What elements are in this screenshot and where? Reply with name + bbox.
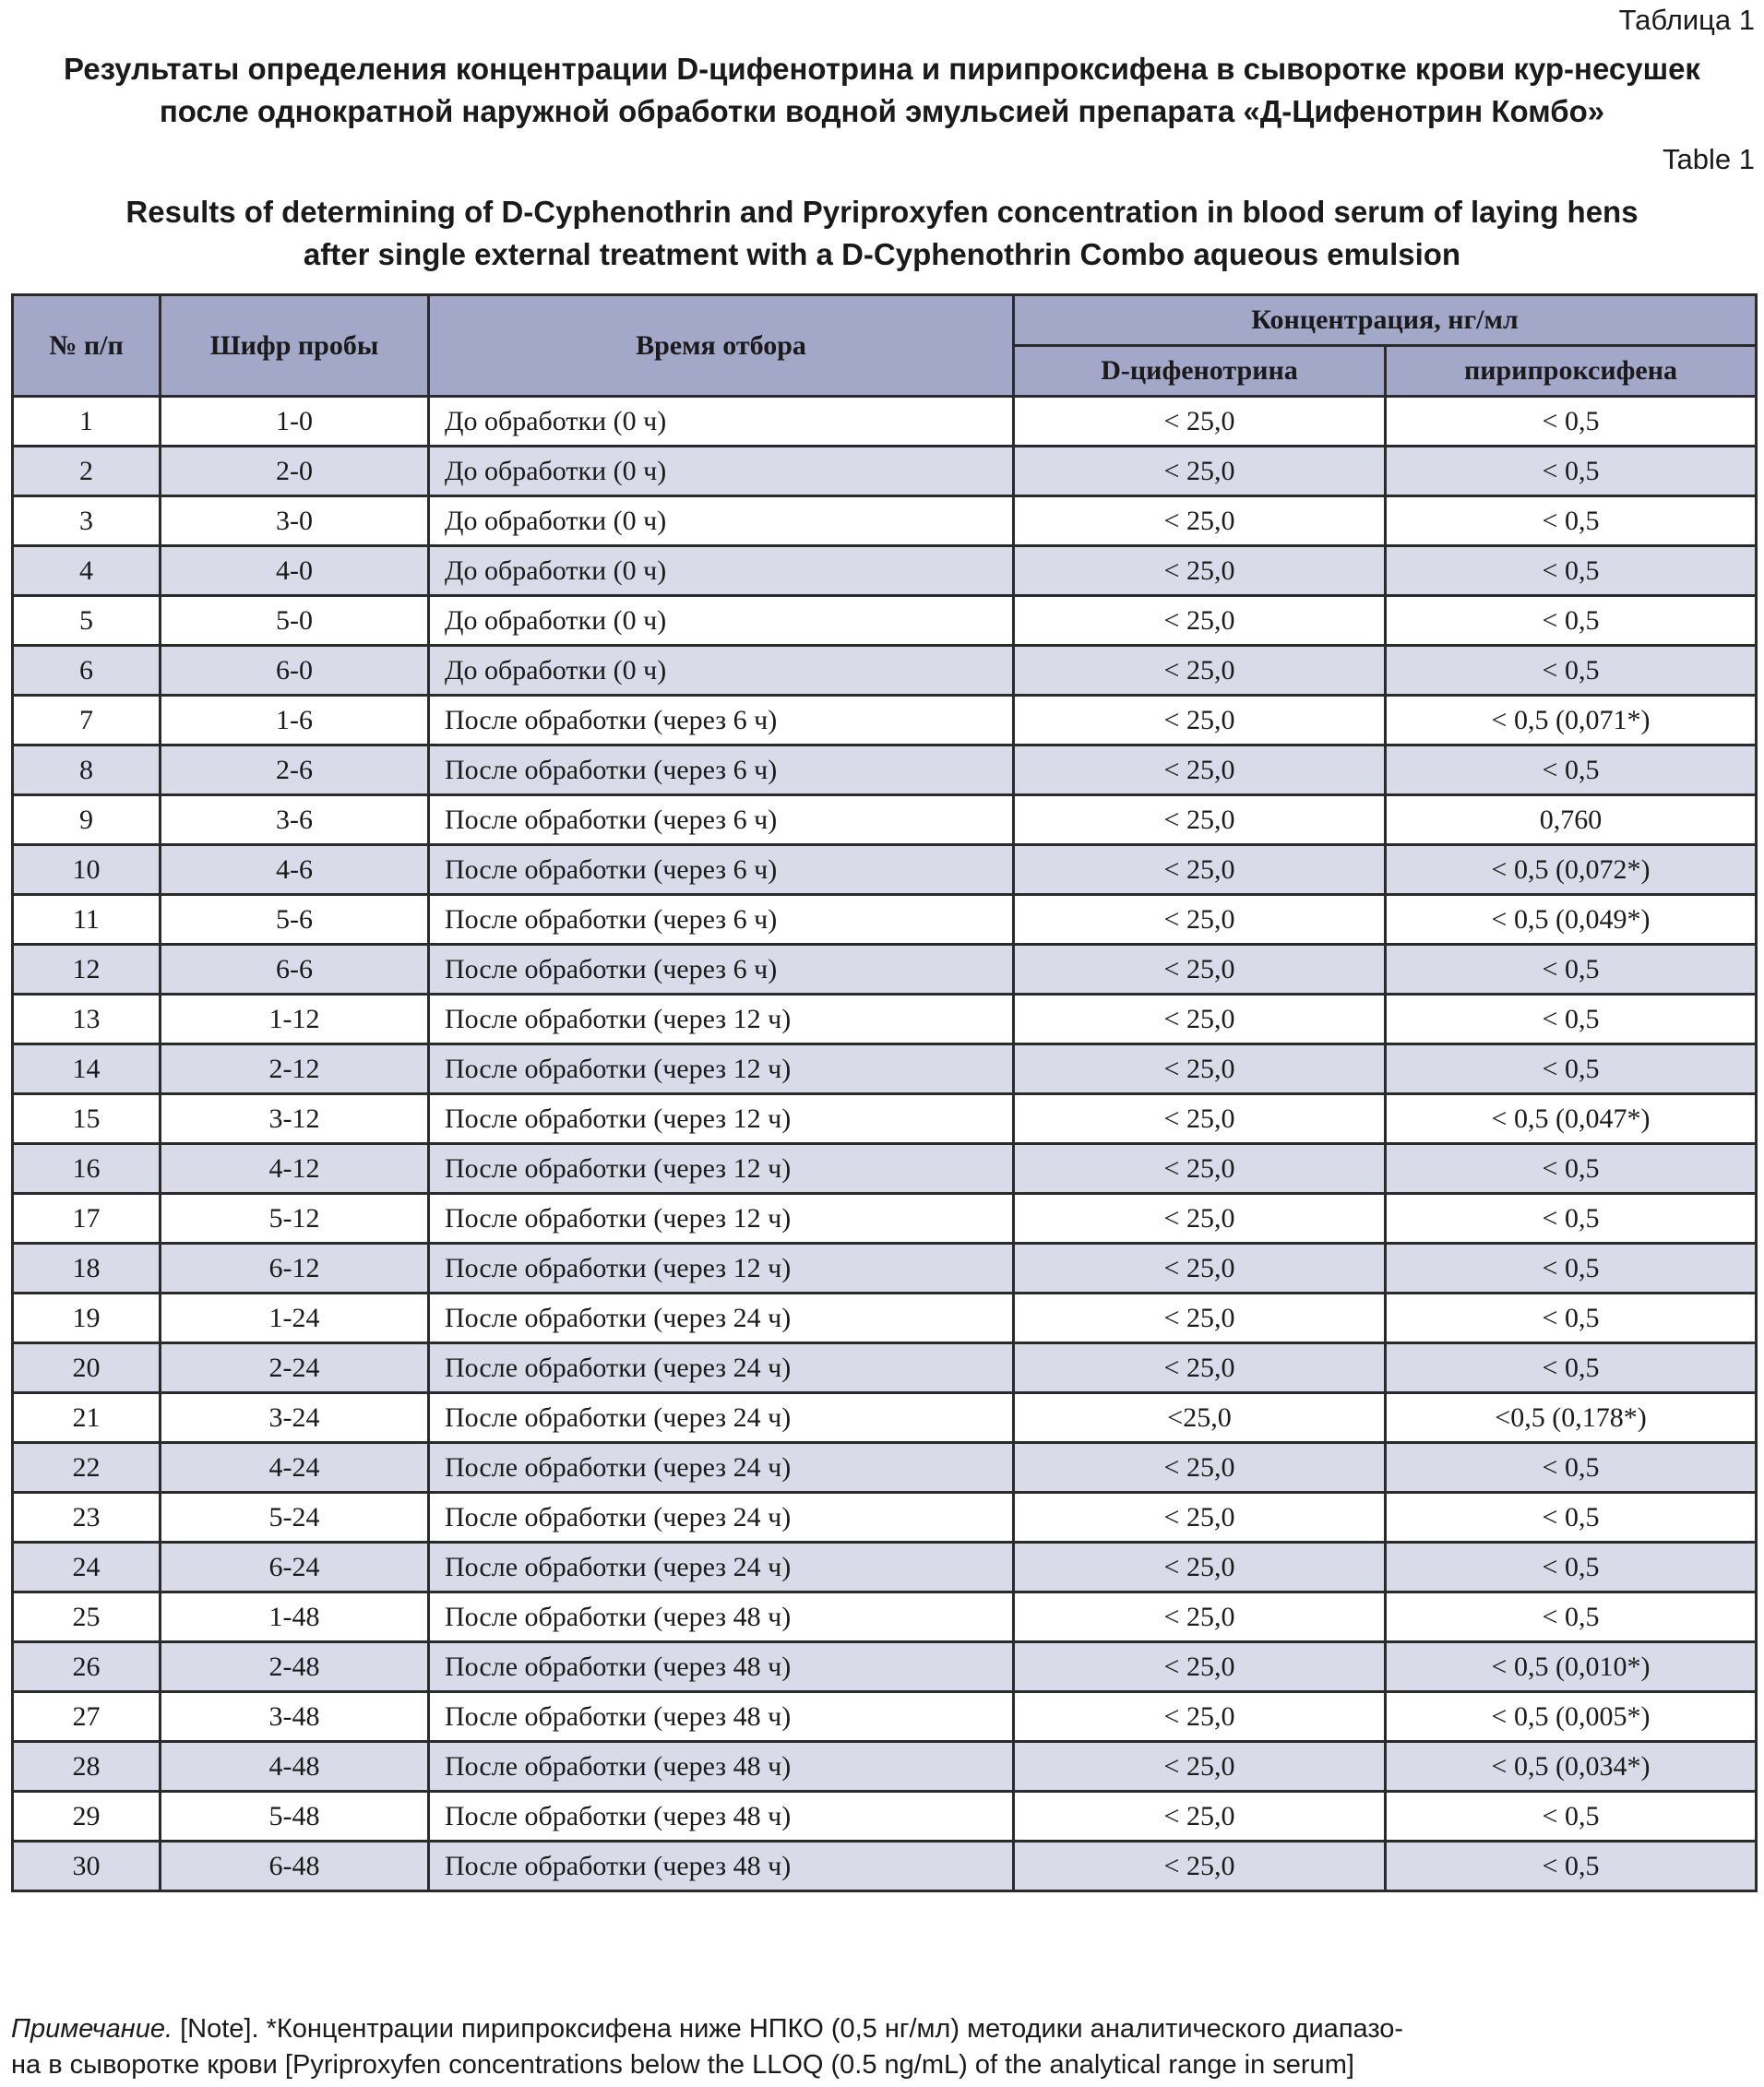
cell-time: После обработки (через 24 ч) xyxy=(429,1294,1014,1343)
cell-code: 4-12 xyxy=(161,1144,429,1194)
table-row xyxy=(13,1194,1757,1244)
cell-pyriproxyfen: < 0,5 xyxy=(1386,1443,1757,1493)
cell-dcyphenothrin: < 25,0 xyxy=(1014,895,1386,945)
table-label-ru: Таблица 1 xyxy=(1618,4,1755,36)
cell-code: 2-0 xyxy=(161,447,429,496)
cell-pyriproxyfen: < 0,5 xyxy=(1386,1792,1757,1842)
cell-num: 11 xyxy=(13,895,161,945)
cell-dcyphenothrin: < 25,0 xyxy=(1014,447,1386,496)
table-row xyxy=(13,1742,1757,1792)
table-title-en-line2: after single external treatment with a D-Cyphenothrin Combo aqueous emulsion xyxy=(303,237,1461,271)
table-row xyxy=(13,1842,1757,1891)
table-row xyxy=(13,1393,1757,1443)
cell-time: После обработки (через 24 ч) xyxy=(429,1543,1014,1592)
table-row xyxy=(13,546,1757,596)
cell-time: После обработки (через 6 ч) xyxy=(429,845,1014,895)
cell-dcyphenothrin: < 25,0 xyxy=(1014,646,1386,696)
cell-pyriproxyfen: < 0,5 xyxy=(1386,745,1757,795)
table-row xyxy=(13,1792,1757,1842)
cell-time: До обработки (0 ч) xyxy=(429,496,1014,546)
cell-dcyphenothrin: < 25,0 xyxy=(1014,1244,1386,1294)
cell-pyriproxyfen: < 0,5 (0,034*) xyxy=(1386,1742,1757,1792)
cell-time: После обработки (через 12 ч) xyxy=(429,1144,1014,1194)
header-pyriproxyfen: пирипроксифена xyxy=(1386,346,1757,397)
table-title-ru xyxy=(0,48,1764,133)
cell-num: 21 xyxy=(13,1393,161,1443)
cell-dcyphenothrin: < 25,0 xyxy=(1014,1144,1386,1194)
cell-dcyphenothrin: < 25,0 xyxy=(1014,1044,1386,1094)
cell-pyriproxyfen: < 0,5 (0,071*) xyxy=(1386,696,1757,745)
cell-dcyphenothrin: < 25,0 xyxy=(1014,496,1386,546)
cell-code: 1-48 xyxy=(161,1592,429,1642)
table-row xyxy=(13,596,1757,646)
cell-pyriproxyfen: < 0,5 xyxy=(1386,945,1757,995)
cell-code: 6-24 xyxy=(161,1543,429,1592)
cell-dcyphenothrin: < 25,0 xyxy=(1014,1742,1386,1792)
cell-pyriproxyfen: 0,760 xyxy=(1386,795,1757,845)
table-title-ru-line2: после однократной наружной обработки водной эмульсией препарата «Д-Цифенотрин Комбо» xyxy=(159,94,1605,128)
cell-pyriproxyfen: < 0,5 xyxy=(1386,1493,1757,1543)
cell-time: После обработки (через 48 ч) xyxy=(429,1692,1014,1742)
cell-code: 1-0 xyxy=(161,397,429,447)
table-row xyxy=(13,1592,1757,1642)
cell-dcyphenothrin: < 25,0 xyxy=(1014,397,1386,447)
cell-pyriproxyfen: < 0,5 (0,049*) xyxy=(1386,895,1757,945)
cell-num: 22 xyxy=(13,1443,161,1493)
cell-num: 7 xyxy=(13,696,161,745)
table-row xyxy=(13,646,1757,696)
cell-num: 24 xyxy=(13,1543,161,1592)
table-row xyxy=(13,945,1757,995)
cell-pyriproxyfen: < 0,5 xyxy=(1386,646,1757,696)
cell-pyriproxyfen: < 0,5 xyxy=(1386,995,1757,1044)
cell-pyriproxyfen: < 0,5 xyxy=(1386,1044,1757,1094)
cell-num: 13 xyxy=(13,995,161,1044)
table-row xyxy=(13,1044,1757,1094)
table-row xyxy=(13,1343,1757,1393)
cell-pyriproxyfen: < 0,5 xyxy=(1386,1244,1757,1294)
table-header xyxy=(13,295,1757,397)
cell-pyriproxyfen: < 0,5 xyxy=(1386,496,1757,546)
cell-num: 2 xyxy=(13,447,161,496)
cell-code: 3-12 xyxy=(161,1094,429,1144)
cell-time: После обработки (через 6 ч) xyxy=(429,945,1014,995)
table-row xyxy=(13,1294,1757,1343)
note-text-1: [Note]. *Концентрации пирипроксифена ниже НПКО (0,5 нг/мл) методики аналитического диапазо- xyxy=(173,2014,1404,2044)
results-table xyxy=(11,293,1758,1892)
cell-num: 4 xyxy=(13,546,161,596)
cell-num: 17 xyxy=(13,1194,161,1244)
cell-dcyphenothrin: < 25,0 xyxy=(1014,1792,1386,1842)
header-dcyphenothrin: D-цифенотрина xyxy=(1014,346,1386,397)
cell-time: После обработки (через 6 ч) xyxy=(429,696,1014,745)
cell-num: 12 xyxy=(13,945,161,995)
cell-num: 10 xyxy=(13,845,161,895)
cell-code: 4-6 xyxy=(161,845,429,895)
cell-time: После обработки (через 24 ч) xyxy=(429,1343,1014,1393)
note-line1 xyxy=(11,2011,1755,2047)
cell-num: 19 xyxy=(13,1294,161,1343)
cell-time: После обработки (через 24 ч) xyxy=(429,1393,1014,1443)
cell-dcyphenothrin: < 25,0 xyxy=(1014,1842,1386,1891)
header-concentration: Концентрация, нг/мл xyxy=(1014,295,1757,346)
table-row xyxy=(13,447,1757,496)
cell-time: До обработки (0 ч) xyxy=(429,447,1014,496)
cell-code: 1-24 xyxy=(161,1294,429,1343)
cell-time: После обработки (через 12 ч) xyxy=(429,1244,1014,1294)
cell-code: 6-0 xyxy=(161,646,429,696)
cell-dcyphenothrin: < 25,0 xyxy=(1014,945,1386,995)
cell-num: 20 xyxy=(13,1343,161,1393)
cell-dcyphenothrin: < 25,0 xyxy=(1014,795,1386,845)
cell-pyriproxyfen: < 0,5 (0,047*) xyxy=(1386,1094,1757,1144)
table-row xyxy=(13,895,1757,945)
table-row xyxy=(13,1543,1757,1592)
cell-pyriproxyfen: < 0,5 xyxy=(1386,1842,1757,1891)
cell-num: 29 xyxy=(13,1792,161,1842)
cell-time: После обработки (через 6 ч) xyxy=(429,895,1014,945)
cell-time: После обработки (через 12 ч) xyxy=(429,995,1014,1044)
cell-time: После обработки (через 24 ч) xyxy=(429,1443,1014,1493)
table-row xyxy=(13,745,1757,795)
cell-dcyphenothrin: < 25,0 xyxy=(1014,696,1386,745)
cell-pyriproxyfen: <0,5 (0,178*) xyxy=(1386,1393,1757,1443)
cell-time: После обработки (через 48 ч) xyxy=(429,1642,1014,1692)
cell-num: 30 xyxy=(13,1842,161,1891)
cell-num: 6 xyxy=(13,646,161,696)
cell-num: 28 xyxy=(13,1742,161,1792)
cell-dcyphenothrin: < 25,0 xyxy=(1014,1642,1386,1692)
table-row xyxy=(13,1493,1757,1543)
cell-time: До обработки (0 ч) xyxy=(429,397,1014,447)
table-row xyxy=(13,1094,1757,1144)
cell-time: После обработки (через 48 ч) xyxy=(429,1792,1014,1842)
cell-dcyphenothrin: < 25,0 xyxy=(1014,995,1386,1044)
cell-dcyphenothrin: < 25,0 xyxy=(1014,1443,1386,1493)
cell-time: После обработки (через 6 ч) xyxy=(429,745,1014,795)
cell-code: 2-48 xyxy=(161,1642,429,1692)
table-row xyxy=(13,1144,1757,1194)
cell-dcyphenothrin: < 25,0 xyxy=(1014,1543,1386,1592)
cell-code: 3-48 xyxy=(161,1692,429,1742)
cell-num: 18 xyxy=(13,1244,161,1294)
cell-code: 1-6 xyxy=(161,696,429,745)
cell-code: 2-24 xyxy=(161,1343,429,1393)
cell-pyriproxyfen: < 0,5 xyxy=(1386,1343,1757,1393)
table-row xyxy=(13,1443,1757,1493)
cell-pyriproxyfen: < 0,5 xyxy=(1386,1294,1757,1343)
cell-time: До обработки (0 ч) xyxy=(429,646,1014,696)
cell-code: 4-48 xyxy=(161,1742,429,1792)
cell-num: 23 xyxy=(13,1493,161,1543)
cell-num: 1 xyxy=(13,397,161,447)
cell-num: 8 xyxy=(13,745,161,795)
note-line2: на в сыворотке крови [Pyriproxyfen concentrations below the LLOQ (0.5 ng/mL) of the analytical range in serum] xyxy=(11,2050,1354,2080)
cell-pyriproxyfen: < 0,5 xyxy=(1386,1144,1757,1194)
cell-pyriproxyfen: < 0,5 xyxy=(1386,1543,1757,1592)
header-num: № п/п xyxy=(13,295,161,397)
cell-time: До обработки (0 ч) xyxy=(429,546,1014,596)
cell-pyriproxyfen: < 0,5 xyxy=(1386,447,1757,496)
note-label: Примечание. xyxy=(11,2014,173,2044)
table-row xyxy=(13,696,1757,745)
cell-code: 6-6 xyxy=(161,945,429,995)
cell-pyriproxyfen: < 0,5 xyxy=(1386,596,1757,646)
cell-num: 9 xyxy=(13,795,161,845)
cell-dcyphenothrin: < 25,0 xyxy=(1014,745,1386,795)
cell-code: 6-48 xyxy=(161,1842,429,1891)
cell-num: 16 xyxy=(13,1144,161,1194)
cell-code: 1-12 xyxy=(161,995,429,1044)
table-row xyxy=(13,1642,1757,1692)
cell-time: После обработки (через 12 ч) xyxy=(429,1094,1014,1144)
cell-pyriproxyfen: < 0,5 xyxy=(1386,1194,1757,1244)
cell-dcyphenothrin: < 25,0 xyxy=(1014,845,1386,895)
cell-dcyphenothrin: < 25,0 xyxy=(1014,1294,1386,1343)
cell-num: 27 xyxy=(13,1692,161,1742)
cell-time: До обработки (0 ч) xyxy=(429,596,1014,646)
cell-code: 3-6 xyxy=(161,795,429,845)
cell-code: 4-0 xyxy=(161,546,429,596)
table-title-en xyxy=(0,191,1764,276)
cell-num: 5 xyxy=(13,596,161,646)
table-note xyxy=(11,2011,1755,2083)
cell-code: 3-24 xyxy=(161,1393,429,1443)
cell-dcyphenothrin: < 25,0 xyxy=(1014,1692,1386,1742)
cell-code: 5-6 xyxy=(161,895,429,945)
cell-code: 4-24 xyxy=(161,1443,429,1493)
cell-num: 25 xyxy=(13,1592,161,1642)
cell-pyriproxyfen: < 0,5 (0,072*) xyxy=(1386,845,1757,895)
cell-num: 14 xyxy=(13,1044,161,1094)
cell-time: После обработки (через 12 ч) xyxy=(429,1194,1014,1244)
cell-code: 5-12 xyxy=(161,1194,429,1244)
table-row xyxy=(13,995,1757,1044)
cell-code: 2-12 xyxy=(161,1044,429,1094)
cell-code: 5-0 xyxy=(161,596,429,646)
table-label-en: Table 1 xyxy=(1663,143,1755,175)
table-title-en-line1: Results of determining of D-Cyphenothrin and Pyriproxyfen concentration in blood serum of laying hens xyxy=(125,195,1639,229)
cell-time: После обработки (через 24 ч) xyxy=(429,1493,1014,1543)
cell-pyriproxyfen: < 0,5 (0,005*) xyxy=(1386,1692,1757,1742)
table-row xyxy=(13,1692,1757,1742)
cell-dcyphenothrin: < 25,0 xyxy=(1014,1194,1386,1244)
cell-time: После обработки (через 48 ч) xyxy=(429,1842,1014,1891)
table-row xyxy=(13,397,1757,447)
cell-code: 3-0 xyxy=(161,496,429,546)
cell-dcyphenothrin: < 25,0 xyxy=(1014,1592,1386,1642)
header-code: Шифр пробы xyxy=(161,295,429,397)
cell-time: После обработки (через 48 ч) xyxy=(429,1592,1014,1642)
table-row xyxy=(13,795,1757,845)
cell-dcyphenothrin: < 25,0 xyxy=(1014,1343,1386,1393)
table-row xyxy=(13,496,1757,546)
cell-dcyphenothrin: < 25,0 xyxy=(1014,1094,1386,1144)
cell-num: 26 xyxy=(13,1642,161,1692)
cell-time: После обработки (через 48 ч) xyxy=(429,1742,1014,1792)
cell-pyriproxyfen: < 0,5 xyxy=(1386,546,1757,596)
cell-code: 5-48 xyxy=(161,1792,429,1842)
cell-pyriproxyfen: < 0,5 xyxy=(1386,1592,1757,1642)
table-body xyxy=(13,397,1757,1891)
cell-pyriproxyfen: < 0,5 xyxy=(1386,397,1757,447)
cell-num: 15 xyxy=(13,1094,161,1144)
table-row xyxy=(13,1244,1757,1294)
cell-dcyphenothrin: < 25,0 xyxy=(1014,1493,1386,1543)
cell-dcyphenothrin: <25,0 xyxy=(1014,1393,1386,1443)
table-title-ru-line1: Результаты определения концентрации D-цифенотрина и пирипроксифена в сыворотке крови кур-несушек xyxy=(64,52,1700,86)
cell-code: 2-6 xyxy=(161,745,429,795)
header-time: Время отбора xyxy=(429,295,1014,397)
table-row xyxy=(13,845,1757,895)
cell-dcyphenothrin: < 25,0 xyxy=(1014,596,1386,646)
cell-pyriproxyfen: < 0,5 (0,010*) xyxy=(1386,1642,1757,1692)
cell-code: 6-12 xyxy=(161,1244,429,1294)
cell-time: После обработки (через 6 ч) xyxy=(429,795,1014,845)
cell-time: После обработки (через 12 ч) xyxy=(429,1044,1014,1094)
cell-num: 3 xyxy=(13,496,161,546)
cell-code: 5-24 xyxy=(161,1493,429,1543)
cell-dcyphenothrin: < 25,0 xyxy=(1014,546,1386,596)
